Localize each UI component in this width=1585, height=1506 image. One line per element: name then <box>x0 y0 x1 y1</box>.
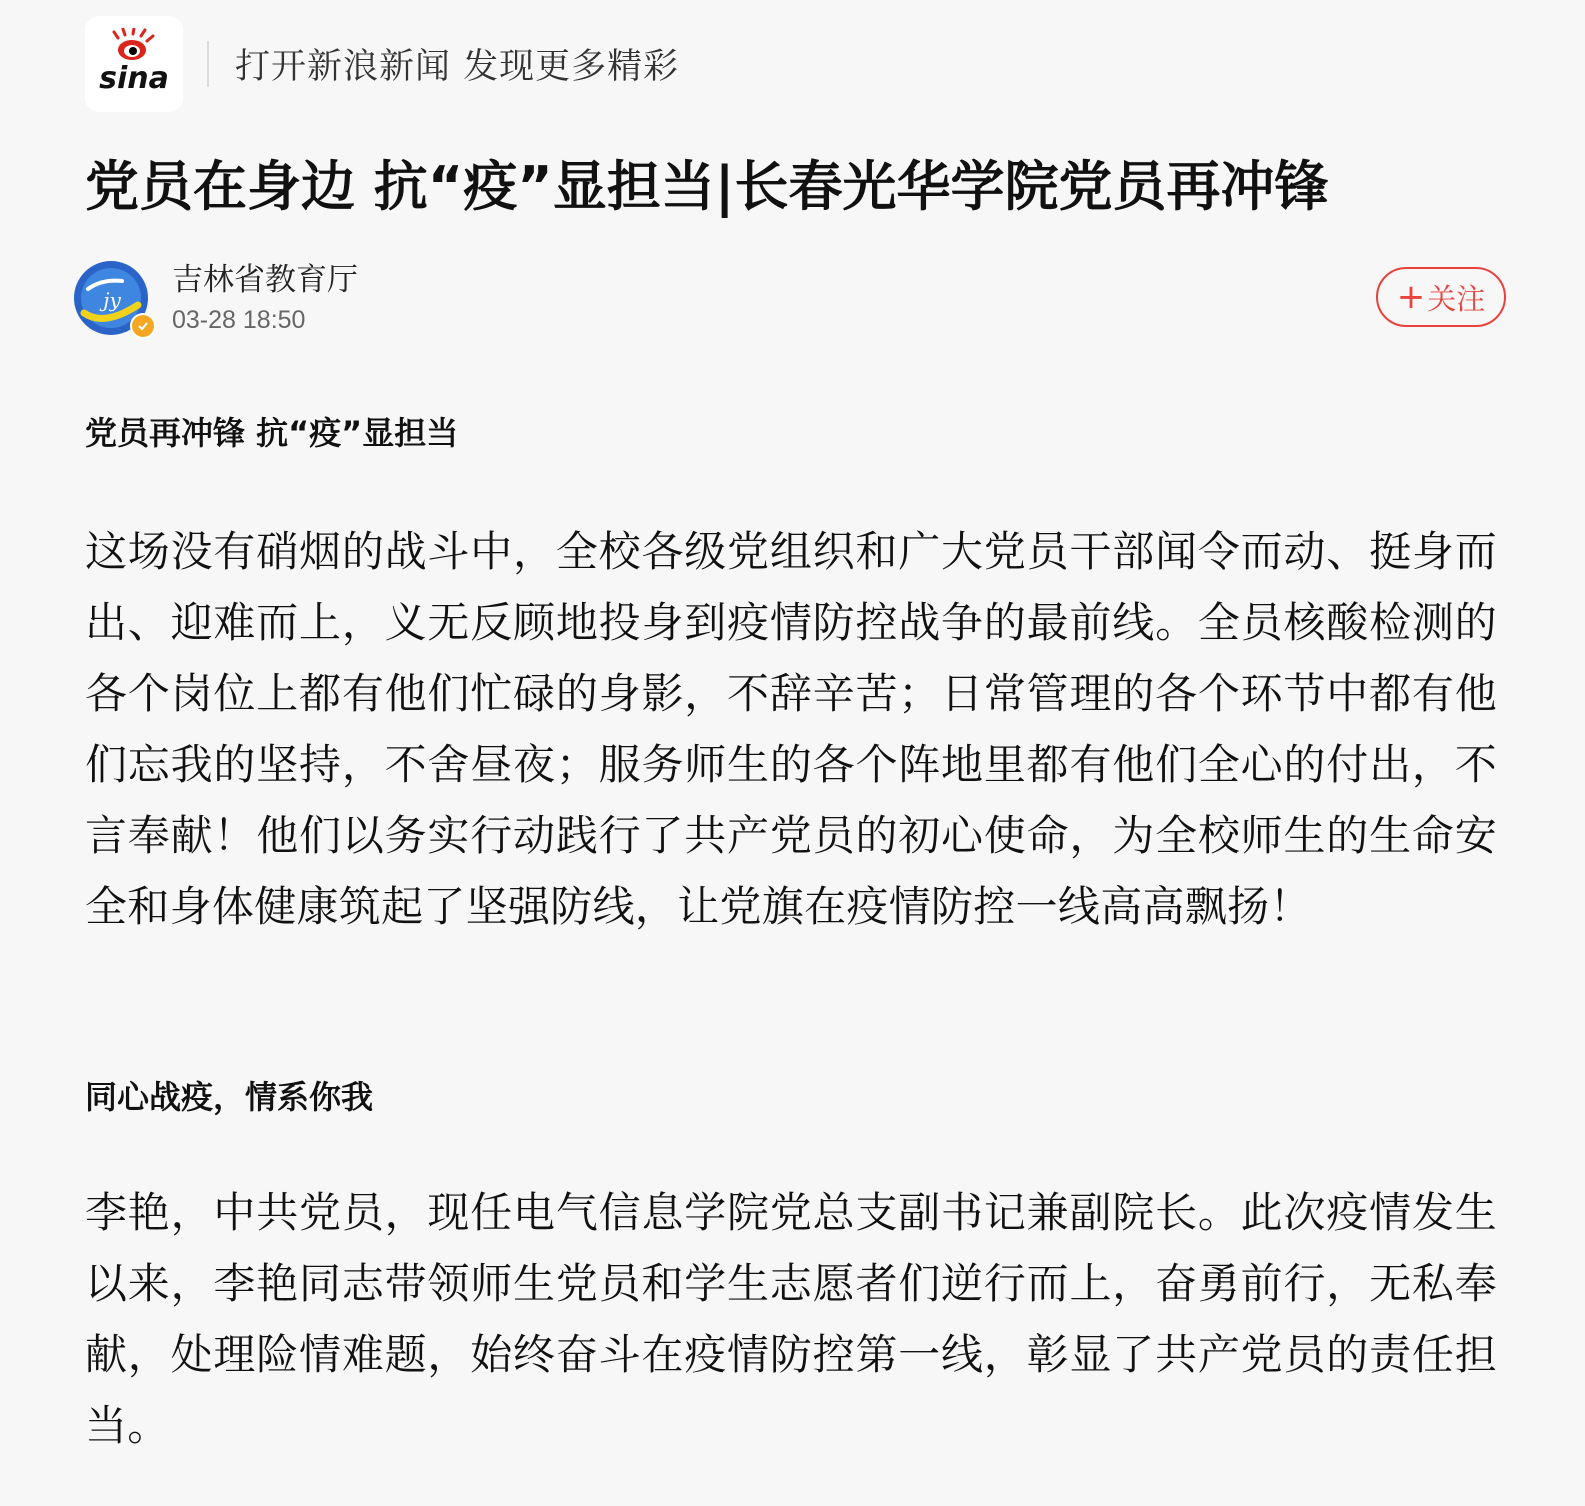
avatar[interactable] <box>74 261 148 335</box>
section-heading: 同心战疫，情系你我 <box>85 1078 374 1116</box>
follow-button[interactable] <box>1376 267 1506 327</box>
banner-slogan[interactable]: 打开新浪新闻 发现更多精彩 <box>235 47 680 87</box>
sina-eye-logo-icon <box>88 28 180 100</box>
verified-badge-icon <box>130 313 156 339</box>
author-info <box>74 260 1506 340</box>
logo-wordmark: sina <box>99 61 169 96</box>
section-paragraph: 这场没有硝烟的战斗中，全校各级党组织和广大党员干部闻令而动、挺身而出、迎难而上，义无反顾地投身到疫情防控战争的最前线。全员核酸检测的各个岗位上都有他们忙碌的身影，不辞辛苦；日常管理的各个环节中都有他们忘我的坚持，不舍昼夜；服务师生的各个阵地里都有他们全心的付出，不言奉献！他们以务实行动践行了共产党员的初心使命，为全校师生的生命安全和身体健康筑起了坚强防线，让党旗在疫情防控一线高高飘扬！ <box>85 527 1497 931</box>
section-heading: 党员再冲锋 抗“疫”显担当 <box>85 414 459 452</box>
plus-icon: + <box>1396 277 1426 317</box>
sina-logo[interactable] <box>85 16 183 112</box>
article-title: 党员在身边 抗“疫”显担当|长春光华学院党员再冲锋 <box>85 155 1329 218</box>
section-paragraph: 李艳，中共党员，现任电气信息学院党总支副书记兼副院长。此次疫情发生以来，李艳同志带领师生党员和学生志愿者们逆行而上，奋勇前行，无私奉献，处理险情难题，始终奋斗在疫情防控第一线，彰显了共产党员的责任担当。 <box>85 1188 1497 1450</box>
author-name[interactable]: 吉林省教育厅 <box>172 262 358 298</box>
app-download-banner[interactable] <box>85 16 679 112</box>
follow-button-label: 关注 <box>1427 281 1486 316</box>
banner-divider <box>207 41 209 87</box>
post-timestamp: 03-28 18:50 <box>172 306 306 334</box>
avatar-text: jy <box>103 288 121 312</box>
